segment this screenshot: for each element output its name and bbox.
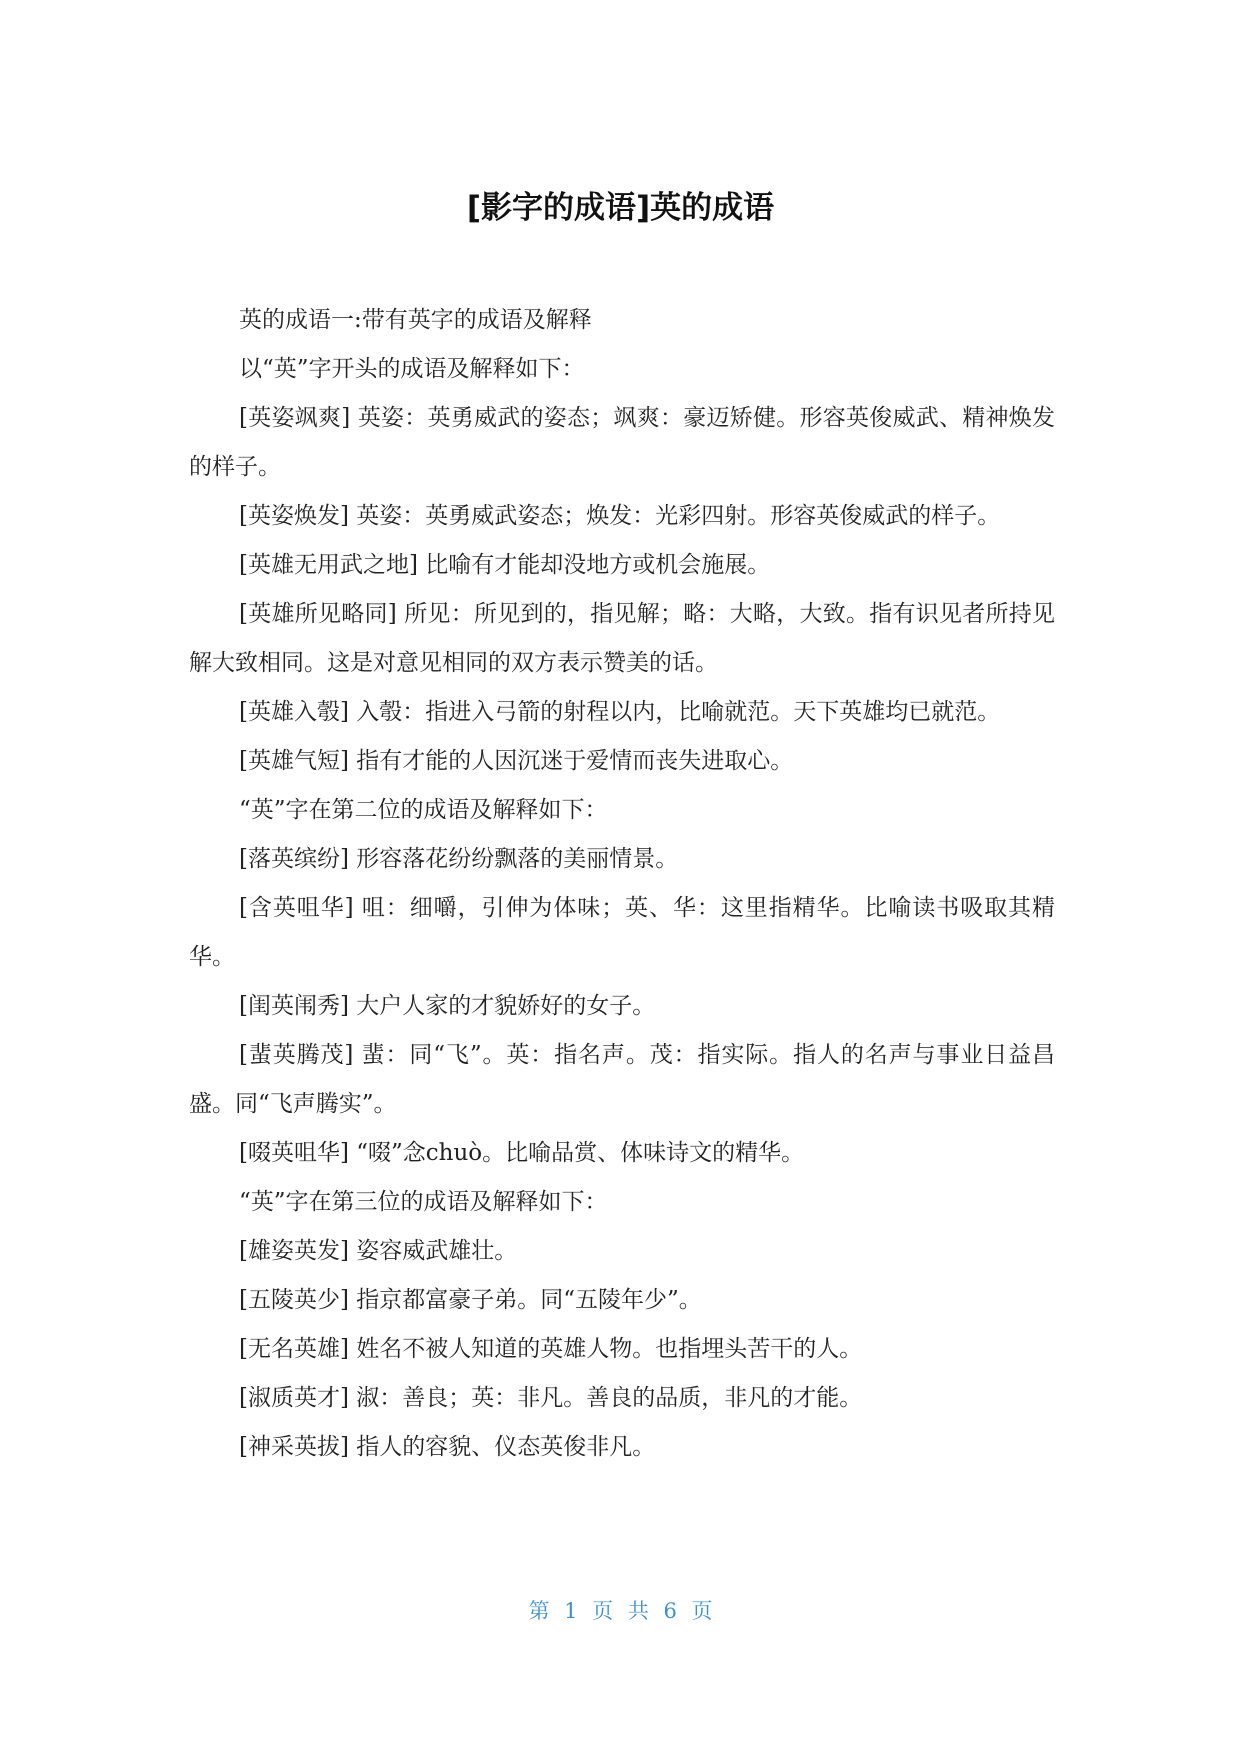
paragraph: [英雄气短] 指有才能的人因沉迷于爱情而丧失进取心。 xyxy=(239,748,794,774)
paragraph: [啜英咀华] “啜”念chuò。比喻品赏、体味诗文的精华。 xyxy=(239,1140,805,1166)
paragraph: [淑质英才] 淑：善良；英：非凡。善良的品质，非凡的才能。 xyxy=(239,1385,863,1411)
paragraph: [英雄无用武之地] 比喻有才能却没地方或机会施展。 xyxy=(239,552,771,578)
paragraph: [闺英闱秀] 大户人家的才貌娇好的女子。 xyxy=(239,993,656,1019)
paragraph: [神采英拔] 指人的容貌、仪态英俊非凡。 xyxy=(239,1434,656,1460)
paragraph: [含英咀华] 咀：细嚼，引伸为体味；英、华：这里指精华。比喻读书吸取其精华。 xyxy=(189,895,1055,970)
document-body xyxy=(189,296,1055,1472)
paragraph: [无名英雄] 姓名不被人知道的英雄人物。也指埋头苦干的人。 xyxy=(239,1336,863,1362)
paragraph: [英姿飒爽] 英姿：英勇威武的姿态；飒爽：豪迈矫健。形容英俊威武、精神焕发的样子。 xyxy=(189,405,1055,480)
paragraph: [英姿焕发] 英姿：英勇威武姿态；焕发：光彩四射。形容英俊威武的样子。 xyxy=(239,503,1001,529)
paragraph: [蜚英腾茂] 蜚：同“飞”。英：指名声。茂：指实际。指人的名声与事业日益昌盛。同“飞声腾实”。 xyxy=(189,1042,1055,1117)
paragraph: 英的成语一:带有英字的成语及解释 xyxy=(239,307,592,333)
paragraph: [五陵英少] 指京都富豪子弟。同“五陵年少”。 xyxy=(239,1287,702,1313)
paragraph: “英”字在第二位的成语及解释如下： xyxy=(239,797,608,823)
paragraph: [雄姿英发] 姿容威武雄壮。 xyxy=(239,1238,518,1264)
paragraph: “英”字在第三位的成语及解释如下： xyxy=(239,1189,608,1215)
paragraph: 以“英”字开头的成语及解释如下： xyxy=(239,356,585,382)
paragraph: [落英缤纷] 形容落花纷纷飘落的美丽情景。 xyxy=(239,846,679,872)
page-footer: 第 1 页 共 6 页 xyxy=(528,1599,713,1623)
paragraph: [英雄所见略同] 所见：所见到的，指见解；略：大略，大致。指有识见者所持见解大致相同。这是对意见相同的双方表示赞美的话。 xyxy=(189,601,1055,676)
document-title: [影字的成语]英的成语 xyxy=(466,190,775,226)
paragraph: [英雄入彀] 入彀：指进入弓箭的射程以内，比喻就范。天下英雄均已就范。 xyxy=(239,699,1001,725)
